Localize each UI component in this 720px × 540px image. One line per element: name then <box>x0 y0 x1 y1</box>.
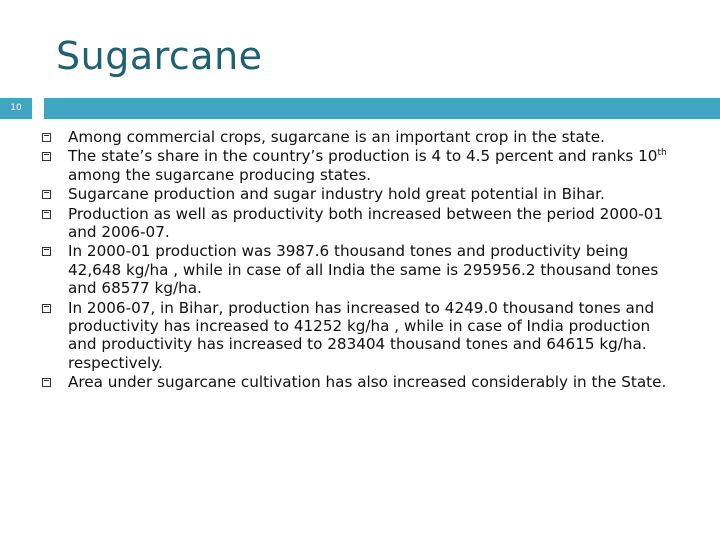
bullet-text-part: among the sugarcane producing states. <box>68 165 372 184</box>
bullet-item <box>42 147 682 184</box>
bullet-item <box>42 373 682 391</box>
bullet-text: Among commercial crops, sugarcane is an important crop in the state. <box>68 128 605 146</box>
bullet-item <box>42 205 682 242</box>
bullet-text: In 2000-01 production was 3987.6 thousand tones and productivity being 42,648 kg/ha , while in case of all India the same is 295956.2 thousand tones and 68577 kg/ha. <box>68 242 659 298</box>
bullet-item <box>42 299 682 373</box>
square-bullet-icon <box>42 378 51 387</box>
bullet-list <box>42 128 682 393</box>
square-bullet-icon <box>42 247 51 256</box>
bullet-item <box>42 128 682 146</box>
square-bullet-icon <box>42 304 51 313</box>
slide-number: 10 <box>10 103 22 113</box>
bullet-text-part: The state’s share in the country’s production is 4 to 4.5 percent and ranks 10 <box>68 147 658 166</box>
bullet-text: In 2006-07, in Bihar, production has increased to 4249.0 thousand tones and productivity has increased to 41252 kg/ha , while in case of India production and productivity has increased to 283404 thousand tones and 64615 kg/ha. respectively. <box>68 298 655 372</box>
square-bullet-icon <box>42 190 51 199</box>
bullet-text: Sugarcane production and sugar industry hold great potential in Bihar. <box>68 185 605 204</box>
square-bullet-icon <box>42 133 51 142</box>
bullet-item <box>42 185 682 203</box>
bullet-text <box>68 147 667 183</box>
bullet-item <box>42 242 682 297</box>
bullet-text: Area under sugarcane cultivation has also increased considerably in the State. <box>68 373 667 392</box>
square-bullet-icon <box>42 210 51 219</box>
square-bullet-icon <box>42 152 51 161</box>
bullet-text: Production as well as productivity both increased between the period 2000-01 and 2006-07. <box>68 204 664 242</box>
header-rule-right <box>44 98 720 119</box>
ordinal-superscript: th <box>657 148 667 159</box>
slide-title: Sugarcane <box>56 34 263 78</box>
